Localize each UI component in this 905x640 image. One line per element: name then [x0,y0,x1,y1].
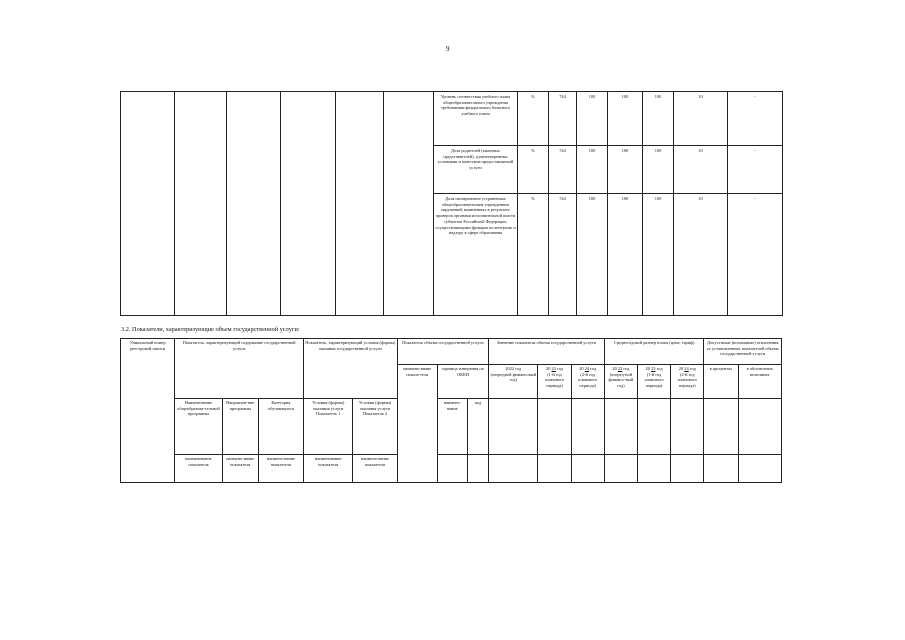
empty-cell [281,92,336,316]
program-name-header: Наименование общеобразова-тельной программы [175,399,222,455]
deviation-header: Допустимые (возможные) отклонения от установленных показателей объема государственной услуги [704,339,782,365]
year-note: (1-й год планового периода) [544,371,565,389]
indicator-name-cell: наимено-вание показателя [353,455,397,483]
empty-cell [704,399,738,455]
quality-indicators-table [120,91,783,316]
empty-cell [468,455,489,483]
empty-cell [638,399,671,455]
empty-cell [336,92,384,316]
price-year-header: 20 24 год (2-й год планового периода) [671,365,704,399]
unit-name-header: наимено-вание [437,399,467,455]
unit-cell: % [518,194,549,316]
deviation-absolute-cell: - [728,146,783,194]
year-column-header [489,365,538,399]
year-label: 2022 год [505,366,522,371]
empty-cell [227,92,281,316]
empty-cell [175,92,227,316]
okei-cell: 744 [549,92,577,146]
program-direction-header: Направлен-ние программы [222,399,258,455]
price-year-header: 20 22 год (очеред-ной финансо-вый год) [604,365,637,399]
deviation-absolute-cell: - [728,92,783,146]
value-cell: 100 [643,146,674,194]
empty-cell [437,455,467,483]
year-note: (2-й год планового периода) [677,371,697,389]
volume-header: Показатель объема государственной услуги [397,339,489,365]
unit-code-header: код [468,399,489,455]
condition-1-header: Условия (формы) оказания услуги Показатель 1 [304,399,353,455]
volume-name-header: наимено-вание показа-теля [397,365,437,483]
section-title: 3.2. Показатели, характеризующие объем государственной услуги: [121,326,300,333]
unique-number-header: Уникальный номер реестровой записи [121,339,175,483]
empty-cell [489,455,538,483]
value-cell: 100 [643,92,674,146]
unit-cell: % [518,92,549,146]
empty-cell [738,455,781,483]
table-row [121,399,782,455]
indicator-name: Уровень соответствия учебного плана общеобразовательного учреждения требованиям федерального базисного учебного плана [434,92,518,146]
price-year-header: 20 23 год (1-й год планового периода) [638,365,671,399]
value-cell: 100 [577,194,608,316]
deviation-percent-cell: 10 [674,146,728,194]
empty-cell [638,455,671,483]
indicator-name-cell: наименование показателя [304,455,353,483]
deviation-absolute-cell: - [728,194,783,316]
empty-cell [671,455,704,483]
value-cell: 100 [608,92,643,146]
deviation-percent-header: в процентах [704,365,738,399]
value-cell: 100 [643,194,674,316]
empty-cell [604,455,637,483]
empty-cell [538,455,571,483]
indicator-name: Доля своевременно устраненных общеобразовательным учреждением нарушений, выявленных в результате проверок органами исполнительной власти субъектов Российской Федерации, осуществляющими функции по контролю и надзору в сфере образования [434,194,518,316]
empty-cell [571,399,604,455]
table-row [121,365,782,399]
empty-cell [489,399,538,455]
year-note: (1-й год планового периода) [644,371,664,389]
year-note: (2-й год планового периода) [578,371,598,389]
empty-cell [304,365,398,399]
year-note: (очеред-ной финансо-вый год) [608,371,634,389]
volume-indicators-table [120,338,782,483]
year-note: (очередной финансовый год) [490,371,536,383]
empty-cell [175,365,304,399]
empty-cell [738,399,781,455]
deviation-percent-cell: 10 [674,194,728,316]
value-cell: 100 [608,146,643,194]
indicator-name-cell: наимено-вание показателя [258,455,303,483]
okei-cell: 744 [549,146,577,194]
table-row [121,339,782,365]
volume-unit-header: единица измерения по ОКЕИ [437,365,488,399]
indicator-name-cell: наимено-вание показателя [222,455,258,483]
deviation-absolute-header: в абсолютных величинах [738,365,781,399]
empty-cell [538,399,571,455]
empty-cell [604,399,637,455]
value-header: Значение показателя объема государственной услуги [489,339,605,365]
value-cell: 100 [608,194,643,316]
empty-cell [121,92,175,316]
indicator-name-cell: наименование показателя [175,455,222,483]
empty-cell [571,455,604,483]
indicator-name: Доля родителей (законных представителей), удовлетворенных условиями и качеством предоставляемой услуги [434,146,518,194]
content-header: Показатель, характеризующий содержание государственной услуги [175,339,304,365]
student-category-header: Категория обучающихся [258,399,303,455]
value-cell: 100 [577,146,608,194]
empty-cell [704,455,738,483]
year-column-header: 20 23 год (1-й год планового периода) [538,365,571,399]
conditions-header: Показатель, характеризующий условия (формы) оказания государственной услуги [304,339,398,365]
table-row [121,92,783,146]
okei-cell: 744 [549,194,577,316]
condition-2-header: Условия (формы) оказания услуги Показатель 2 [353,399,397,455]
year-column-header: 20 24 год (2-й год планового периода) [571,365,604,399]
unit-cell: % [518,146,549,194]
deviation-percent-cell: 10 [674,92,728,146]
value-cell: 100 [577,92,608,146]
empty-cell [384,92,434,316]
empty-cell [671,399,704,455]
page-number: 9 [446,45,450,53]
price-header: Среднегодовой размер платы (цена, тариф) [604,339,704,365]
table-row [121,455,782,483]
